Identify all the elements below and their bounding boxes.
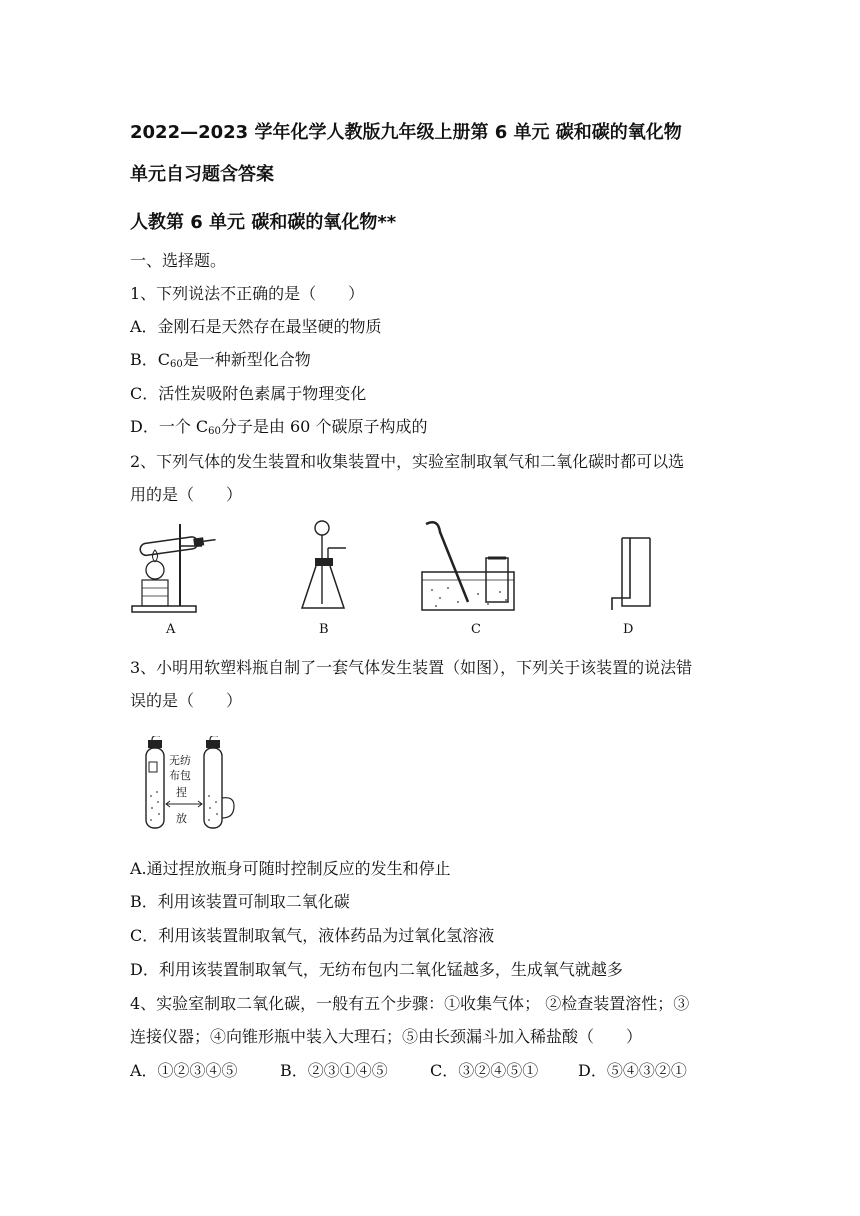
q4-choice-d: D．⑤④③②① [578,1061,687,1080]
apparatus-label-d: D [623,622,634,637]
q4-choice-b: B．②③①④⑤ [280,1061,388,1080]
q1-stem: 1、下列说法不正确的是（ ） [130,284,365,303]
label-bubao: 布包 [169,769,191,782]
q3-bottle-figure [138,736,238,832]
q4-choices [130,1058,687,1081]
apparatus-b-flask [298,518,358,618]
q1-option-d [130,414,427,437]
q3-option-b: B．利用该装置可制取二氧化碳 [130,892,350,911]
q1-b-post: 是一种新型化合物 [182,350,311,369]
label-fang: 放 [176,812,187,825]
q4-stem-line-2: 连接仪器；④向锥形瓶中装入大理石；⑤由长颈漏斗加入稀盐酸（ ） [130,1027,643,1046]
label-wufang: 无纺 [169,754,191,767]
q2-stem-line-2: 用的是（ ） [130,485,243,504]
label-nie: 捏 [176,786,187,799]
q2-apparatus-figure [130,518,650,638]
q1-d-pre: D．一个 C [130,417,209,436]
q3-option-d: D．利用该装置制取氧气，无纺布包内二氧化锰越多，生成氧气就越多 [130,960,623,979]
q4-choice-a: A．①②③④⑤ [130,1061,238,1080]
apparatus-d-bottle [598,518,658,618]
soft-bottle-diagram [138,736,238,832]
q4-stem-line-1: 4、实验室制取二氧化碳，一般有五个步骤：①收集气体； ②检查装置溶性；③ [130,994,690,1013]
q1-option-c: C．活性炭吸附色素属于物理变化 [130,384,367,403]
q3-stem-line-2: 误的是（ ） [130,691,243,710]
title-line-1: 2022—2023 学年化学人教版九年级上册第 6 单元 碳和碳的氧化物 [130,122,682,143]
q1-d-post: 分子是由 60 个碳原子构成的 [220,417,428,436]
apparatus-label-b: B [319,622,329,637]
q3-stem-line-1: 3、小明用软塑料瓶自制了一套气体发生装置（如图），下列关于该装置的说法错 [130,658,693,677]
q1-d-subscript: 60 [208,426,221,437]
unit-subtitle: 人教第 6 单元 碳和碳的氧化物** [130,212,397,233]
apparatus-c-water-trough [418,518,518,618]
title-line-2: 单元自习题含答案 [130,164,274,185]
q3-option-c: C．利用该装置制取氧气，液体药品为过氧化氢溶液 [130,926,495,945]
q3-option-a: A.通过捏放瓶身可随时控制反应的发生和停止 [130,859,451,878]
q4-choice-c: C．③②④⑤① [430,1061,539,1080]
q1-b-pre: B．C [130,350,171,369]
q1-b-subscript: 60 [170,359,183,370]
q2-stem-line-1: 2、下列气体的发生装置和收集装置中，实验室制取氧气和二氧化碳时都可以选 [130,452,685,471]
section-heading: 一、选择题。 [130,251,227,270]
q1-option-a: A．金刚石是天然存在最坚硬的物质 [130,317,382,336]
apparatus-label-c: C [471,622,481,637]
apparatus-label-a: A [166,622,176,637]
apparatus-a-heating [130,518,220,618]
q1-option-b [130,347,311,370]
